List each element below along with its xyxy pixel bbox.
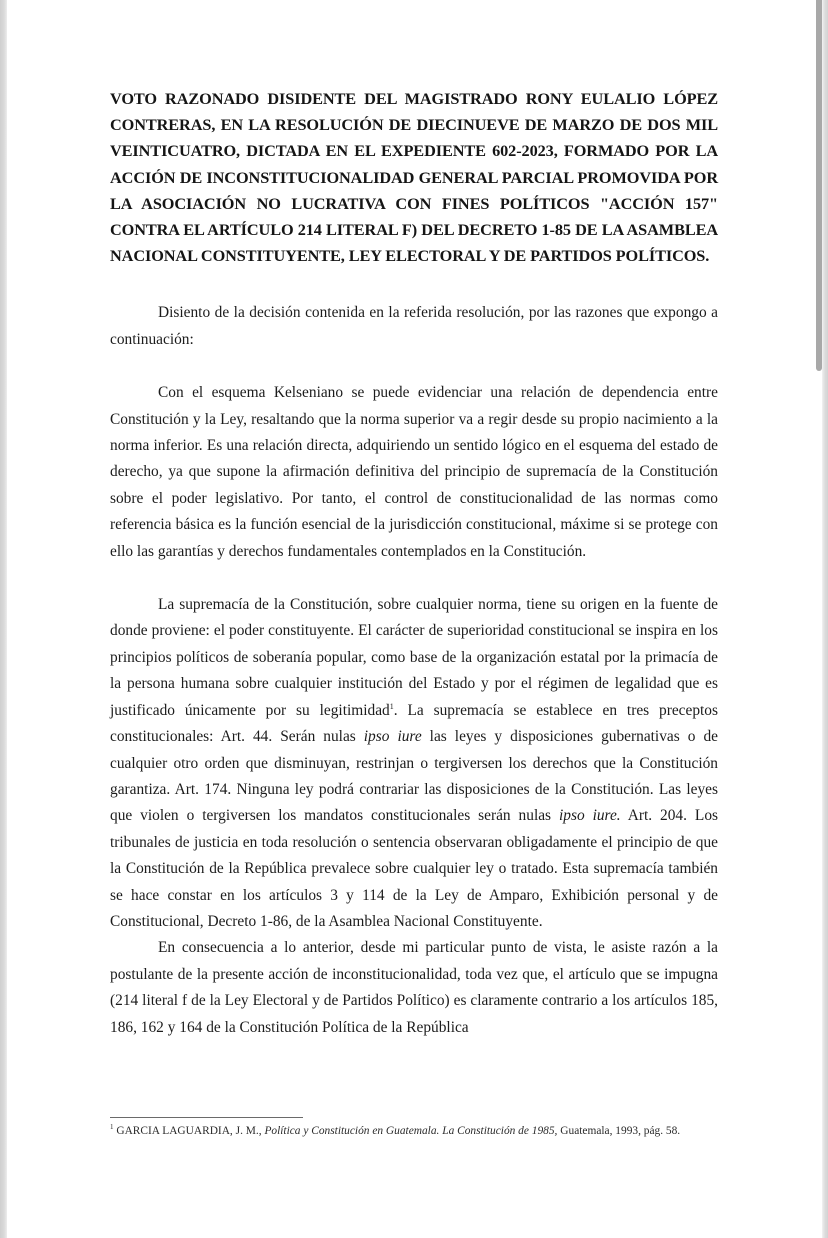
footnote-number: 1 <box>110 1123 114 1132</box>
scrollbar-thumb[interactable] <box>816 0 822 371</box>
paragraph-intro: Disiento de la decisión contenida en la referida resolución, por las razones que expongo a continuación: <box>110 304 718 348</box>
footnote-work-title: Política y Constitución en Guatemala. La Constitución de 1985, <box>264 1125 558 1137</box>
footnote-author: GARCIA LAGUARDIA, J. M., <box>113 1125 265 1137</box>
footnote-publication: Guatemala, 1993, pág. 58. <box>557 1125 681 1137</box>
paragraph-kelsen: Con el esquema Kelseniano se puede evidenciar una relación de dependencia entre Constitución y la Ley, resaltando que la norma superior va a regir desde su propio nacimiento a la norma inferior. Es una relación directa, adquiriendo un sentido lógico en el esquema del estado de derecho, ya que supone la afirmación definitiva del principio de supremacía de la Constitución sobre el poder legislativo. Por tanto, el control de constitucionalidad de las normas como referencia básica es la función esencial de la jurisdicción constitucional, máxime si se protege con ello las garantías y derechos fundamentales contemplados en la Constitución. <box>110 384 718 560</box>
viewer-right-border <box>822 0 828 1238</box>
latin-term-ipso-iure-2: ipso iure. <box>558 807 621 825</box>
footnote-reference[interactable]: 1 <box>389 701 394 711</box>
supremacia-text-2: . La supremacía se establece en tres preceptos constitucionales: Art. 44. Serán nulas <box>110 701 718 746</box>
supremacia-text-4: Art. 204. Los tribunales de justicia en toda resolución o sentencia observaran obligadamente el principio de que la Constitución de la República prevalece sobre cualquier ley o tratado. Esta supremacía también se hace constar en los artículos 3 y 114 de la Ley de Amparo, Exhibición personal y de Constitucional, Decreto 1-86, de la Asamblea Nacional Constituyente. <box>110 807 718 930</box>
latin-term-ipso-iure: ipso iure <box>363 728 422 746</box>
paragraph-supremacia <box>110 592 718 935</box>
footnote <box>110 1124 718 1140</box>
footnote-separator <box>110 1117 303 1118</box>
supremacia-text-3: las leyes y disposiciones gubernativas o de cualquier otro orden que disminuyan, restrinjan o tergiversen los derechos que la Constitución garantiza. Art. 174. Ninguna ley podrá contrariar las disposiciones de la Constitución. Las leyes que violen o tergiversen los mandatos constitucionales serán nulas <box>110 728 718 825</box>
document-title: VOTO RAZONADO DISIDENTE DEL MAGISTRADO RONY EULALIO LÓPEZ CONTRERAS, EN LA RESOLUCIÓN DE DIECINUEVE DE MARZO DE DOS MIL VEINTICUATRO, DICTADA EN EL EXPEDIENTE 602-2023, FORMADO POR LA ACCIÓN DE INCONSTITUCIONALIDAD GENERAL PARCIAL PROMOVIDA POR LA ASOCIACIÓN NO LUCRATIVA CON FINES POLÍTICOS "ACCIÓN 157" CONTRA EL ARTÍCULO 214 LITERAL F) DEL DECRETO 1-85 DE LA ASAMBLEA NACIONAL CONSTITUYENTE, LEY ELECTORAL Y DE PARTIDOS POLÍTICOS. <box>110 89 718 266</box>
supremacia-text-1: La supremacía de la Constitución, sobre cualquier norma, tiene su origen en la fuente de donde proviene: el poder constituyente. El carácter de superioridad constitucional se inspira en los principios políticos de soberanía popular, como base de la organización estatal por la primacía de la persona humana sobre cualquier institución del Estado y por el régimen de legalidad que es justificado únicamente por su legitimidad <box>110 596 718 719</box>
paragraph-consecuencia: En consecuencia a lo anterior, desde mi particular punto de vista, le asiste razón a la postulante de la presente acción de inconstitucionalidad, toda vez que, el artículo que se impugna (214 literal f de la Ley Electoral y de Partidos Político) es claramente contrario a los artículos 185, 186, 162 y 164 de la Constitución Política de la República <box>110 939 718 1036</box>
viewer-left-border <box>0 0 7 1238</box>
document-page <box>110 86 718 1041</box>
